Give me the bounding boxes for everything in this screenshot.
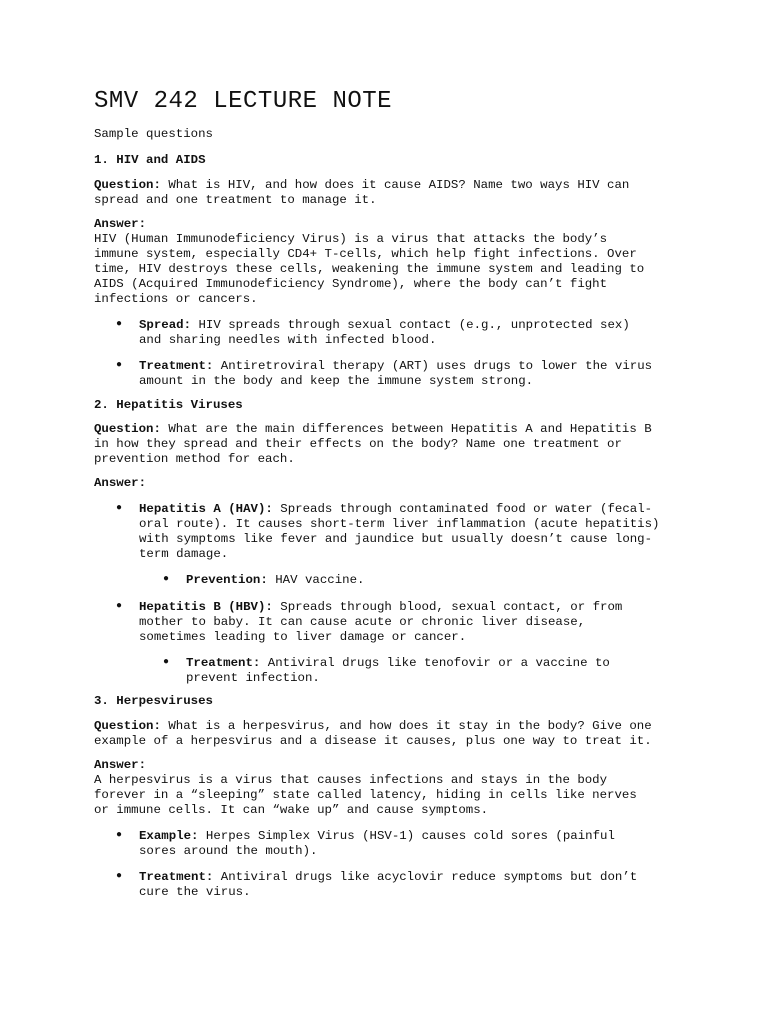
section-heading-hiv: 1. HIV and AIDS [94,153,206,167]
bullet-item-example: Example: Herpes Simplex Virus (HSV-1) causes cold sores (painful [139,829,615,843]
bullet-icon: ● [116,319,123,330]
question-text: Question: What is a herpesvirus, and how does it stay in the body? Give one [94,719,652,733]
bullet-icon: ● [163,574,170,585]
section-heading-hepatitis: 2. Hepatitis Viruses [94,398,243,412]
page-title: SMV 242 LECTURE NOTE [94,88,393,115]
bullet-item-line: sores around the mouth). [139,844,318,858]
question-text-line: prevention method for each. [94,452,295,466]
bullet-icon: ● [116,871,123,882]
sub-bullet-line: prevent infection. [186,671,320,685]
bullet-item-line: mother to baby. It can cause acute or chronic liver disease, [139,615,586,629]
question-text-line: example of a herpesvirus and a disease it causes, plus one way to treat it. [94,734,652,748]
answer-text-line: AIDS (Acquired Immunodeficiency Syndrome), where the body can’t fight [94,277,608,291]
bullet-item-line: term damage. [139,547,229,561]
bullet-item-treatment: Treatment: Antiretroviral therapy (ART) uses drugs to lower the virus [139,359,653,373]
answer-text-line: forever in a “sleeping” state called latency, hiding in cells like nerves [94,788,637,802]
question-label: Question: [94,422,161,436]
answer-label: Answer: [94,217,147,231]
sub-bullet-treatment: Treatment: Antiviral drugs like tenofovir or a vaccine to [186,656,610,670]
bullet-item-hepatitis-b: Hepatitis B (HBV): Spreads through blood, sexual contact, or from [139,600,623,614]
bullet-item-line: cure the virus. [139,885,251,899]
bullet-item-hepatitis-a: Hepatitis A (HAV): Spreads through contaminated food or water (fecal- [139,502,653,516]
bullet-item-line: sometimes leading to liver damage or cancer. [139,630,467,644]
section-heading-herpesviruses: 3. Herpesviruses [94,694,213,708]
question-text-line: in how they spread and their effects on the body? Name one treatment or [94,437,622,451]
question-text-line: spread and one treatment to manage it. [94,193,377,207]
bullet-icon: ● [116,360,123,371]
answer-text-line: time, HIV destroys these cells, weakening the immune system and leading to [94,262,645,276]
bullet-icon: ● [116,503,123,514]
question-text: Question: What are the main differences between Hepatitis A and Hepatitis B [94,422,652,436]
bullet-item-line: with symptoms like fever and jaundice but usually doesn’t cause long- [139,532,653,546]
answer-text-line: HIV (Human Immunodeficiency Virus) is a virus that attacks the body’s [94,232,608,246]
bullet-item-spread: Spread: HIV spreads through sexual contact (e.g., unprotected sex) [139,318,630,332]
question-text: Question: What is HIV, and how does it cause AIDS? Name two ways HIV can [94,178,630,192]
answer-text-line: or immune cells. It can “wake up” and cause symptoms. [94,803,489,817]
question-label: Question: [94,178,161,192]
bullet-item-line: amount in the body and keep the immune system strong. [139,374,534,388]
bullet-icon: ● [116,830,123,841]
bullet-item-line: and sharing needles with infected blood. [139,333,437,347]
answer-label: Answer: [94,758,147,772]
answer-label: Answer: [94,476,147,490]
bullet-icon: ● [116,601,123,612]
bullet-item-treatment: Treatment: Antiviral drugs like acyclovir reduce symptoms but don’t [139,870,638,884]
bullet-item-line: oral route). It causes short-term liver inflammation (acute hepatitis) [139,517,660,531]
question-label: Question: [94,719,161,733]
answer-text-line: immune system, especially CD4+ T-cells, which help fight infections. Over [94,247,637,261]
sub-bullet-prevention: Prevention: HAV vaccine. [186,573,365,587]
bullet-icon: ● [163,657,170,668]
answer-text-line: infections or cancers. [94,292,258,306]
answer-text-line: A herpesvirus is a virus that causes infections and stays in the body [94,773,608,787]
page-subtitle: Sample questions [94,127,213,141]
